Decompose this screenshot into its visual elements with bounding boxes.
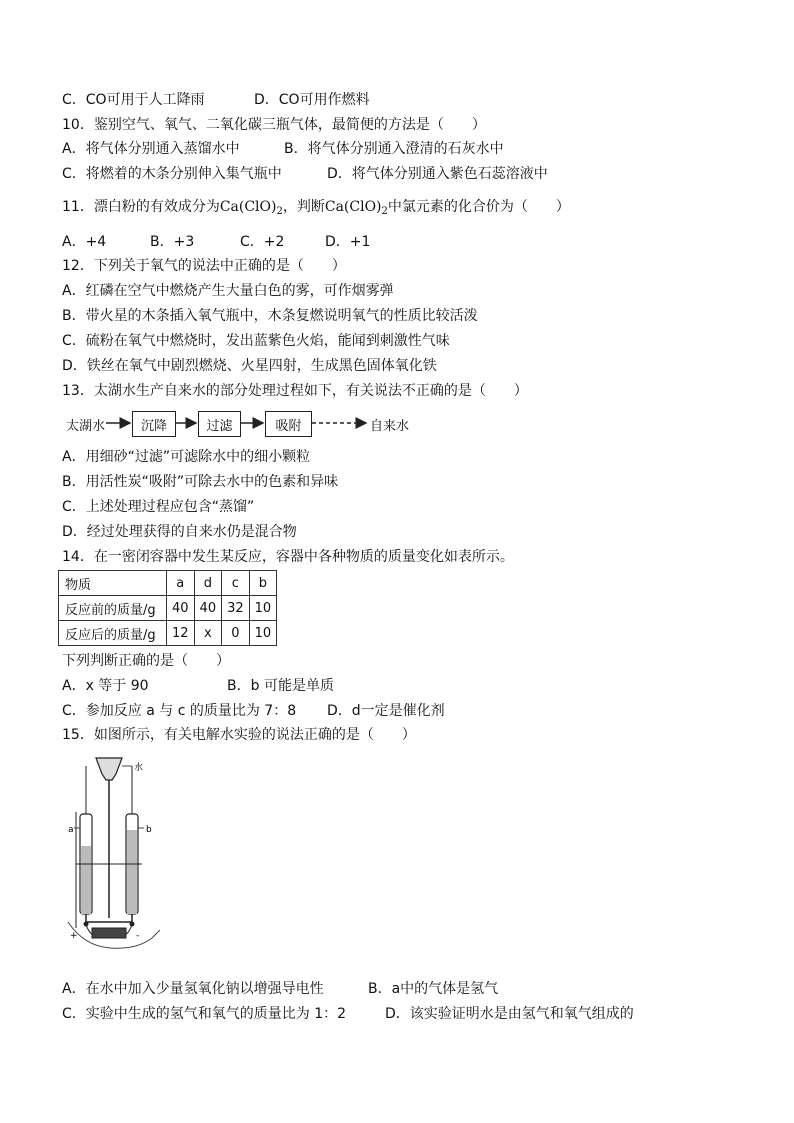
q12-stem: 12．下列关于氧气的说法中正确的是（ ） — [62, 258, 346, 274]
q12-option-d: D．铁丝在氧气中剧烈燃烧、火星四射，生成黑色固体氧化铁 — [62, 358, 437, 374]
flow-step-adsorption: 吸附 — [265, 411, 312, 437]
q14-option-d: D．d一定是催化剂 — [327, 703, 445, 719]
electrolysis-apparatus — [66, 752, 176, 952]
q13-option-d: D．经过处理获得的自来水仍是混合物 — [62, 524, 297, 540]
flow-source: 太湖水 — [66, 419, 106, 434]
q11-stem-mid: ，判断 — [282, 199, 325, 215]
q10-option-d: D．将气体分别通入紫色石蕊溶液中 — [327, 166, 548, 182]
table-header-row — [59, 571, 277, 596]
q11-option-d: D．+1 — [325, 234, 371, 250]
q14-question: 下列判断正确的是（ ） — [62, 653, 230, 669]
q14-option-b: B．b 可能是单质 — [227, 678, 334, 694]
plus-label: + — [70, 931, 78, 941]
table-cell: 0 — [222, 621, 250, 646]
table-header-cell: 物质 — [59, 571, 167, 596]
q11-stem-pre: 11．漂白粉的有效成分为 — [62, 199, 220, 215]
q13-option-a: A．用细砂“过滤”可滤除水中的细小颗粒 — [62, 449, 311, 465]
q10-option-c: C．将燃着的木条分别伸入集气瓶中 — [62, 166, 282, 182]
q11-formula-1: $Ca(ClO)_2$ — [219, 199, 283, 217]
q15-stem: 15．如图所示，有关电解水实验的说法正确的是（ ） — [62, 727, 416, 743]
flow-step-sedimentation: 沉降 — [132, 411, 176, 437]
table-cell: 10 — [249, 596, 277, 621]
q15-option-b: B．a中的气体是氢气 — [368, 981, 499, 997]
q10-stem: 10．鉴别空气、氧气、二氧化碳三瓶气体，最简便的方法是（ ） — [62, 117, 486, 133]
table-cell: 12 — [167, 621, 195, 646]
q11-option-b: B．+3 — [150, 234, 195, 250]
q14-option-c: C．参加反应 a 与 c 的质量比为 7：8 — [62, 703, 297, 719]
q15-option-a: A．在水中加入少量氢氧化钠以增强导电性 — [62, 981, 324, 997]
flow-step-filtration: 过滤 — [198, 411, 241, 437]
table-cell: 反应前的质量/g — [59, 596, 167, 621]
q9-option-c: C．CO可用于人工降雨 — [62, 92, 205, 108]
q11-option-c: C．+2 — [240, 234, 285, 250]
q13-option-b: B．用活性炭“吸附”可除去水中的色素和异味 — [62, 474, 339, 490]
table-cell: 40 — [194, 596, 222, 621]
q10-option-b: B．将气体分别通入澄清的石灰水中 — [284, 141, 504, 157]
table-row — [59, 621, 277, 646]
table-header-cell: b — [249, 571, 277, 596]
minus-label: - — [136, 931, 140, 941]
q13-option-c: C．上述处理过程应包含“蒸馏” — [62, 499, 255, 515]
tube-b-water — [127, 830, 137, 914]
q10-option-a: A．将气体分别通入蒸馏水中 — [62, 141, 240, 157]
table-cell: x — [194, 621, 222, 646]
table-cell: 32 — [222, 596, 250, 621]
q14-mass-table — [58, 570, 277, 646]
q11-formula-2: $Ca(ClO)_2$ — [324, 199, 388, 217]
tube-a-water — [81, 846, 91, 914]
tube-b-label: b — [146, 825, 152, 835]
q13-process-flow — [66, 408, 426, 440]
water-label: 水 — [134, 763, 144, 773]
table-header-cell: d — [194, 571, 222, 596]
q11-stem — [62, 197, 570, 222]
table-cell: 40 — [167, 596, 195, 621]
tube-a-label: a — [68, 825, 74, 835]
q15-option-c: C．实验中生成的氢气和氧气的质量比为 1：2 — [62, 1006, 347, 1022]
q12-option-c: C．硫粉在氧气中燃烧时，发出蓝紫色火焰，能闻到刺激性气味 — [62, 333, 450, 349]
q14-stem: 14．在一密闭容器中发生某反应，容器中各种物质的质量变化如表所示。 — [62, 549, 514, 565]
q9-options — [62, 90, 205, 110]
q12-option-a: A．红磷在空气中燃烧产生大量白色的雾，可作烟雾弹 — [62, 283, 394, 299]
q12-option-b: B．带火星的木条插入氧气瓶中，木条复燃说明氧气的性质比较活泼 — [62, 308, 478, 324]
q14-option-a: A．x 等于 90 — [62, 678, 149, 694]
battery — [92, 928, 126, 938]
water-reservoir — [96, 758, 122, 780]
flow-product: 自来水 — [370, 419, 410, 434]
q15-option-d: D．该实验证明水是由氢气和氧气组成的 — [385, 1006, 634, 1022]
q13-stem: 13．太湖水生产自来水的部分处理过程如下，有关说法不正确的是（ ） — [62, 383, 528, 399]
table-header-cell: a — [167, 571, 195, 596]
table-row — [59, 596, 277, 621]
q11-option-a: A．+4 — [62, 234, 107, 250]
q11-stem-post: 中氯元素的化合价为（ ） — [387, 199, 570, 215]
q9-option-d: D．CO可用作燃料 — [254, 92, 370, 108]
table-header-cell: c — [222, 571, 250, 596]
table-cell: 反应后的质量/g — [59, 621, 167, 646]
table-cell: 10 — [249, 621, 277, 646]
